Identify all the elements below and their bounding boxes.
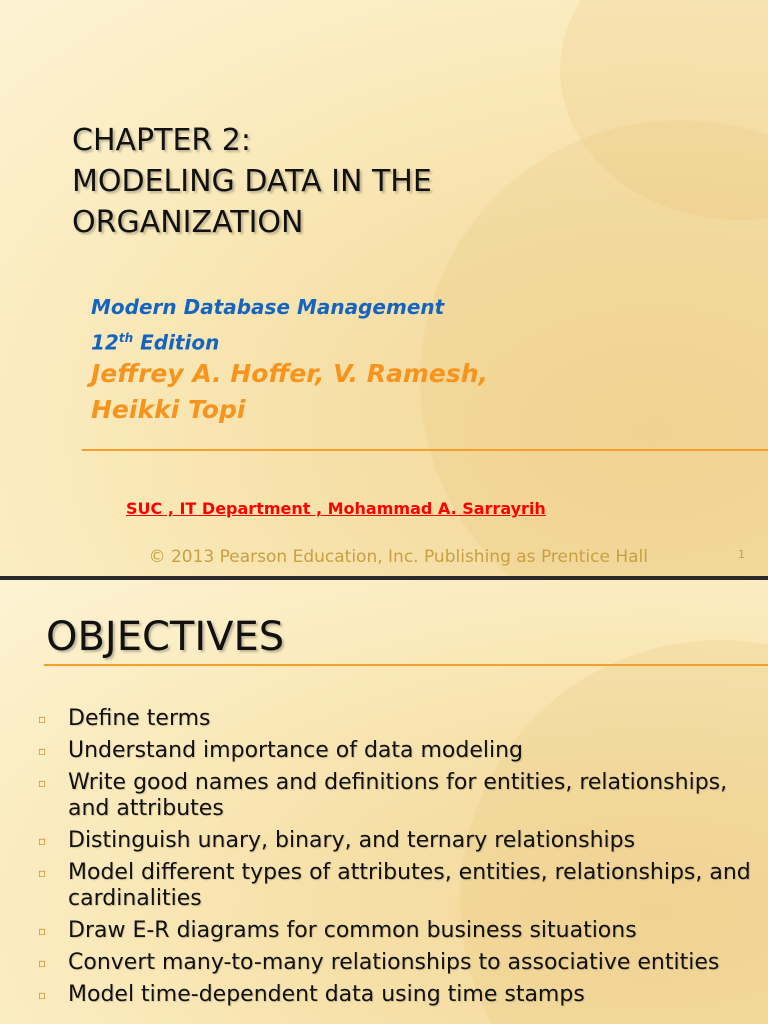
square-bullet-icon: ▫ — [38, 924, 47, 938]
book-info — [91, 292, 444, 359]
edition-word: Edition — [140, 330, 220, 355]
slide-number: 1 — [738, 548, 745, 561]
objective-text: Model time-dependent data using time stamps — [68, 982, 585, 1007]
objective-text: Distinguish unary, binary, and ternary relationships — [68, 828, 636, 853]
objective-text: Define terms — [68, 706, 211, 731]
edition-number: 12 — [91, 330, 119, 355]
chapter-title-line: ORGANIZATION — [72, 205, 304, 240]
slide-title: OBJECTIVES — [46, 614, 285, 660]
book-edition — [91, 323, 444, 359]
objective-text: Draw E-R diagrams for common business situations — [68, 918, 637, 943]
chapter-title-line: CHAPTER 2: — [72, 123, 251, 158]
author-line: Heikki Topi — [91, 395, 246, 424]
list-item — [38, 918, 758, 944]
list-item — [38, 828, 758, 854]
divider-rule — [82, 449, 768, 451]
objective-text: Model different types of attributes, entities, relationships, and cardinalities — [68, 860, 751, 911]
objective-text: Understand importance of data modeling — [68, 738, 524, 763]
list-item — [38, 950, 758, 976]
list-item — [38, 770, 758, 822]
square-bullet-icon: ▫ — [38, 956, 47, 970]
objective-text: Convert many-to-many relationships to associative entities — [68, 950, 720, 975]
author-line: Jeffrey A. Hoffer, V. Ramesh, — [91, 359, 489, 388]
copyright-notice: © 2013 Pearson Education, Inc. Publishing as Prentice Hall — [148, 547, 648, 567]
authors — [91, 356, 488, 428]
square-bullet-icon: ▫ — [38, 712, 47, 726]
chapter-title — [72, 120, 432, 243]
list-item — [38, 982, 758, 1008]
chapter-title-line: MODELING DATA IN THE — [72, 164, 432, 199]
square-bullet-icon: ▫ — [38, 776, 47, 790]
list-item — [38, 860, 758, 912]
square-bullet-icon: ▫ — [38, 866, 47, 880]
square-bullet-icon: ▫ — [38, 988, 47, 1002]
list-item — [38, 706, 758, 732]
objective-text: Write good names and definitions for entities, relationships, and attributes — [68, 770, 728, 821]
square-bullet-icon: ▫ — [38, 834, 47, 848]
objectives-slide — [0, 580, 768, 1024]
square-bullet-icon: ▫ — [38, 744, 47, 758]
objectives-list — [38, 706, 758, 1014]
book-title: Modern Database Management — [91, 295, 445, 319]
edition-suffix: th — [118, 331, 134, 345]
list-item — [38, 738, 758, 764]
title-underline — [44, 664, 768, 666]
department-credit: SUC , IT Department , Mohammad A. Sarrayrih — [126, 499, 546, 518]
